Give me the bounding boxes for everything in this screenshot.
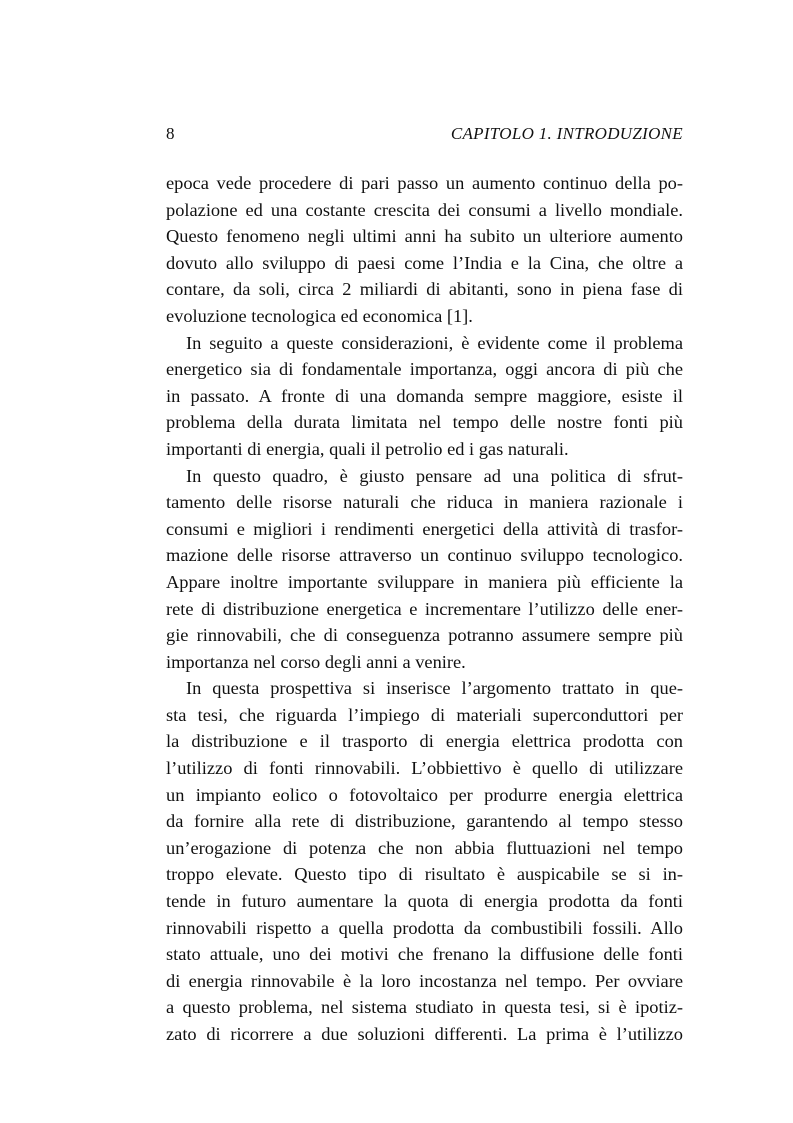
text-line: problema della durata limitata nel tempo delle nostre fonti più	[166, 412, 683, 433]
paragraph	[166, 675, 683, 1047]
text-line: zato di ricorrere a due soluzioni differenti. La prima è l’utilizzo	[166, 1024, 683, 1044]
text-line: stato attuale, uno dei motivi che frenano la diffusione delle fonti	[166, 944, 683, 965]
text-line: Appare inoltre importante sviluppare in maniera più efficiente la	[166, 571, 683, 592]
text-line: a questo problema, nel sistema studiato in questa tesi, si è ipotiz-	[166, 997, 683, 1018]
text-line: troppo elevate. Questo tipo di risultato è auspicabile se si in-	[166, 864, 683, 885]
text-line: rinnovabili rispetto a quella prodotta da combustibili fossili. Allo	[166, 917, 683, 938]
text-line: da fornire alla rete di distribuzione, garantendo al tempo stesso	[166, 811, 683, 832]
text-line: consumi e migliori i rendimenti energetici della attività di trasfor-	[166, 518, 683, 539]
text-line: tamento delle risorse naturali che riduca in maniera razionale i	[166, 492, 683, 513]
text-line: la distribuzione e il trasporto di energia elettrica prodotta con	[166, 731, 683, 752]
text-line: gie rinnovabili, che di conseguenza potranno assumere sempre più	[166, 625, 683, 646]
text-line: epoca vede procedere di pari passo un aumento continuo della po-	[166, 173, 683, 193]
text-line: evoluzione tecnologica ed economica [1].	[166, 305, 473, 326]
text-line: dovuto allo sviluppo di paesi come l’India e la Cina, che oltre a	[166, 252, 683, 273]
text-line: sta tesi, che riguarda l’impiego di materiali superconduttori per	[166, 704, 683, 725]
text-line: di energia rinnovabile è la loro incostanza nel tempo. Per ovviare	[166, 970, 683, 991]
text-line: importanti di energia, quali il petrolio ed i gas naturali.	[166, 438, 569, 459]
text-line: Questo fenomeno negli ultimi anni ha subito un ulteriore aumento	[166, 226, 683, 247]
text-line: un impianto eolico o fotovoltaico per produrre energia elettrica	[166, 784, 683, 805]
text-line: importanza nel corso degli anni a venire.	[166, 651, 466, 672]
paragraph	[166, 463, 683, 676]
text-line: rete di distribuzione energetica e incrementare l’utilizzo delle ener-	[166, 598, 683, 619]
body-text	[166, 170, 683, 1048]
text-line: energetico sia di fondamentale importanza, oggi ancora di più che	[166, 359, 683, 380]
page-number: 8	[166, 124, 175, 143]
paragraph	[166, 170, 683, 330]
text-line: un’erogazione di potenza che non abbia fluttuazioni nel tempo	[166, 837, 683, 858]
page-header	[166, 124, 683, 152]
text-line: contare, da soli, circa 2 miliardi di abitanti, sono in piena fase di	[166, 279, 683, 300]
text-line: in passato. A fronte di una domanda sempre maggiore, esiste il	[166, 385, 683, 406]
text-line: polazione ed una costante crescita dei consumi a livello mondiale.	[166, 199, 683, 220]
text-line: l’utilizzo di fonti rinnovabili. L’obbiettivo è quello di utilizzare	[166, 758, 683, 779]
running-head: CAPITOLO 1. INTRODUZIONE	[450, 124, 683, 143]
text-line: In questa prospettiva si inserisce l’argomento trattato in que-	[186, 678, 683, 699]
paragraph	[166, 330, 683, 463]
text-line: In seguito a queste considerazioni, è evidente come il problema	[186, 332, 683, 353]
text-line: In questo quadro, è giusto pensare ad una politica di sfrut-	[186, 465, 683, 486]
text-line: tende in futuro aumentare la quota di energia prodotta da fonti	[166, 891, 683, 912]
text-line: mazione delle risorse attraverso un continuo sviluppo tecnologico.	[166, 545, 683, 566]
